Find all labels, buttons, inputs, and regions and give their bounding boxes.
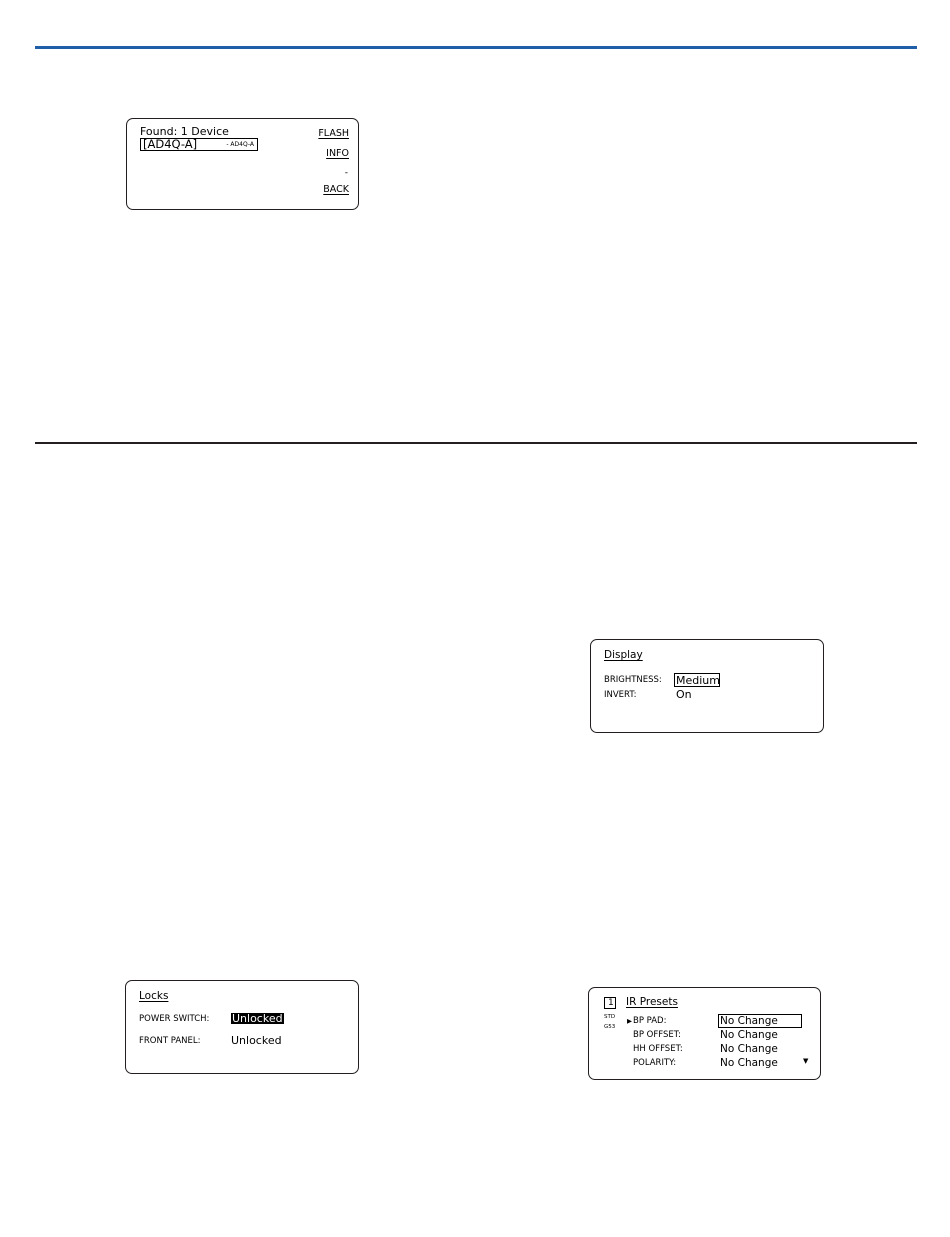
- device-name: [AD4Q-A]: [143, 137, 198, 151]
- polarity-value[interactable]: No Change: [720, 1057, 778, 1069]
- empty-menu-slot: -: [344, 168, 348, 178]
- polarity-label: POLARITY:: [633, 1058, 677, 1068]
- back-menu-button[interactable]: BACK: [323, 184, 349, 195]
- brightness-label: BRIGHTNESS:: [604, 675, 662, 685]
- device-model: - AD4Q-A: [226, 141, 254, 148]
- hh-offset-value[interactable]: No Change: [720, 1043, 778, 1055]
- locks-screen: [125, 980, 359, 1074]
- bp-pad-value[interactable]: No Change: [720, 1015, 778, 1027]
- ir-presets-screen: [588, 987, 821, 1080]
- invert-value[interactable]: On: [676, 688, 692, 701]
- info-menu-button[interactable]: INFO: [326, 148, 349, 159]
- brightness-value[interactable]: Medium: [676, 674, 720, 687]
- power-switch-value[interactable]: Unlocked: [232, 1012, 283, 1025]
- device-scan-screen: [126, 118, 359, 210]
- device-list-item[interactable]: [140, 138, 258, 151]
- screen-title: IR Presets: [626, 996, 678, 1008]
- flash-menu-button[interactable]: FLASH: [318, 128, 349, 139]
- screen-title: Display: [604, 649, 643, 661]
- bp-offset-label: BP OFFSET:: [633, 1030, 681, 1040]
- front-panel-value[interactable]: Unlocked: [231, 1034, 282, 1047]
- power-switch-label: POWER SWITCH:: [139, 1014, 210, 1024]
- channel-number: 1: [608, 998, 614, 1008]
- std-indicator: STD: [604, 1014, 616, 1020]
- section-divider-line: [35, 442, 917, 444]
- group-indicator: G53: [604, 1024, 616, 1030]
- screen-title: Locks: [139, 990, 169, 1002]
- front-panel-label: FRONT PANEL:: [139, 1036, 201, 1046]
- right-triangle-icon: ▶: [627, 1017, 632, 1025]
- invert-label: INVERT:: [604, 690, 637, 700]
- bp-offset-value[interactable]: No Change: [720, 1029, 778, 1041]
- found-devices-text: Found: 1 Device: [140, 125, 229, 138]
- display-settings-screen: [590, 639, 824, 733]
- top-divider-line: [35, 46, 917, 49]
- bp-pad-label: BP PAD:: [633, 1016, 667, 1026]
- channel-number-box: [604, 997, 616, 1009]
- hh-offset-label: HH OFFSET:: [633, 1044, 683, 1054]
- down-triangle-icon[interactable]: ▼: [803, 1057, 809, 1065]
